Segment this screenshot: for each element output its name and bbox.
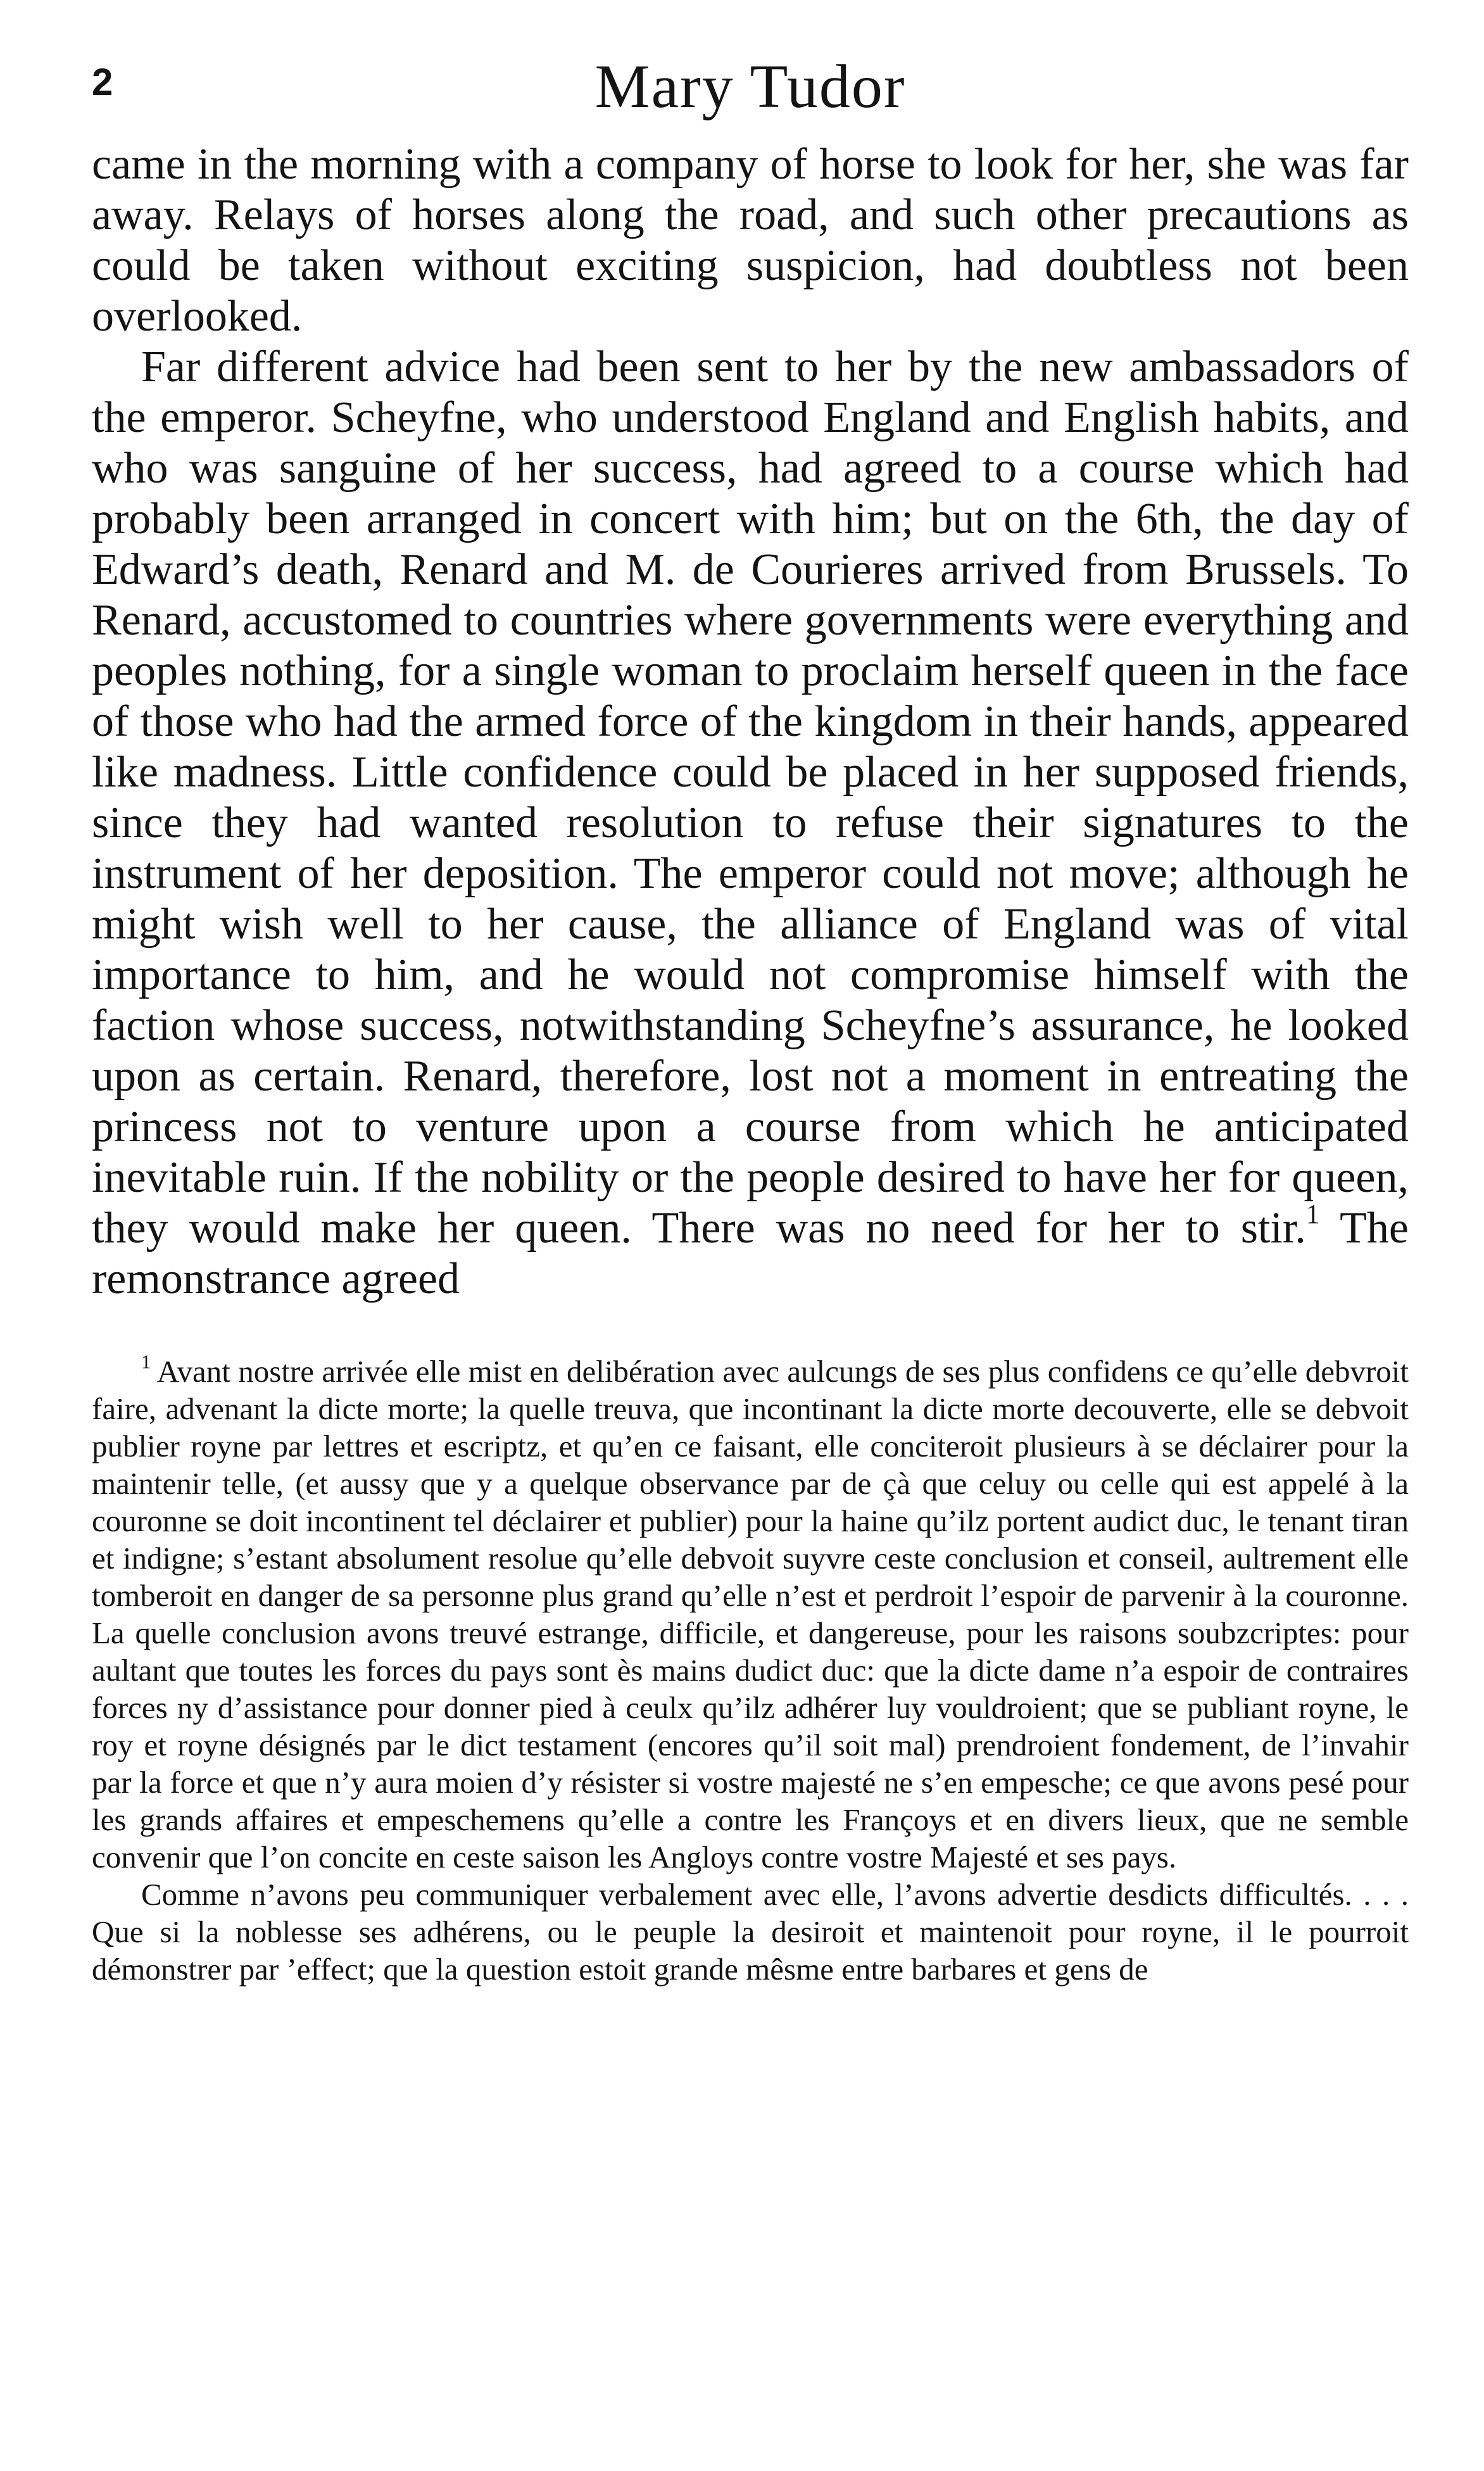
main-text — [92, 139, 1409, 1305]
footnote-continuation: Comme n’avons peu communiquer verbalement avec elle, l’avons advertie desdicts difficultés. . . . Que si la noblesse ses adhérens, ou le peuple la desiroit et maintenoit pour royne, il le pourroit démonstrer par ’effect; que la question estoit grande mêsme entre barbares et gens de — [92, 1877, 1409, 1987]
paragraph-text: Far different advice had been sent to her by the new ambassadors of the emperor. Scheyfne, who understood England and English habits, and who was sanguine of her success, had agreed to a course which had probably been arranged in concert with him; but on the 6th, the day of Edward’s death, Renard and M. de Courieres arrived from Brussels. To Renard, accustomed to countries where governments were everything and peoples nothing, for a single woman to proclaim herself queen in the face of those who had the armed force of the kingdom in their hands, appeared like madness. Little confidence could be placed in her supposed friends, since they had wanted resolution to refuse their signatures to the instrument of her deposition. The emperor could not move; although he might wish well to her cause, the alliance of England was of vital importance to him, and he would not compromise himself with the faction whose success, notwithstanding Scheyfne’s assurance, he looked upon as certain. Renard, therefore, lost not a moment in entreating the princess not to venture upon a course from which he anticipated inevitable ruin. If the nobility or the people desired to have her for queen, they would make her queen. There was no need for her to stir. — [92, 343, 1409, 1253]
page-number: 2 — [92, 61, 113, 103]
paragraph: came in the morning with a company of horse to look for her, she was far away. Relays of horses along the road, and such other precautions as could be taken without exciting suspicion, had doubtless not been overlooked. — [92, 140, 1409, 341]
paragraph — [92, 342, 1409, 1305]
running-title: Mary Tudor — [594, 53, 906, 121]
paragraph-text-tail: The remonstrance agreed — [92, 1204, 1409, 1303]
footnotes — [92, 1353, 1409, 1988]
footnote-text: Avant nostre arrivée elle mist en delibération avec aulcungs de ses plus confidens ce qu’elle debvroit faire, advenant la dicte morte; la quelle treuva, que incontinant la dicte morte decouverte, elle se debvoit publier royne par lettres et escriptz, et qu’en ce faisant, elle conciteroit plusieurs à se déclairer pour la maintenir telle, (et aussy que y a quelque observance par de çà que celuy ou celle qui est appelé à la couronne se doit incontinent tel déclairer et publier) pour la haine qu’ilz portent audict duc, le tenant tiran et indigne; s’estant absolument resolue qu’elle debvoit suyvre ceste conclusion et conseil, aultrement elle tomberoit en danger de sa personne plus grand qu’elle n’est et perdroit l’espoir de parvenir à la couronne. La quelle conclusion avons treuvé estrange, difficile, et dangereuse, pour les raisons soubzcriptes: pour aultant que toutes les forces du pays sont ès mains dudict duc: que la dicte dame n’a espoir de contraires forces ny d’assistance pour donner pied à ceulx qu’ilz adhérer luy vouldroient; que se publiant royne, le roy et royne désignés par le dict testament (encores qu’il soit mal) prendroient fondement, de l’invahir par la force et que n’y aura moien d’y résister si vostre majesté ne s’en empesche; ce que avons pesé pour les grands affaires et empeschemens qu’elle a contre les Françoys et en divers lieux, que ne semble convenir que l’on concite en ceste saison les Angloys contre vostre Majesté et ses pays. — [92, 1354, 1409, 1874]
footnote-reference: 1 — [1305, 1199, 1320, 1230]
footnote-marker: 1 — [141, 1351, 151, 1373]
book-page — [92, 44, 1409, 2438]
page-header — [92, 44, 1409, 139]
footnote — [92, 1353, 1409, 1876]
